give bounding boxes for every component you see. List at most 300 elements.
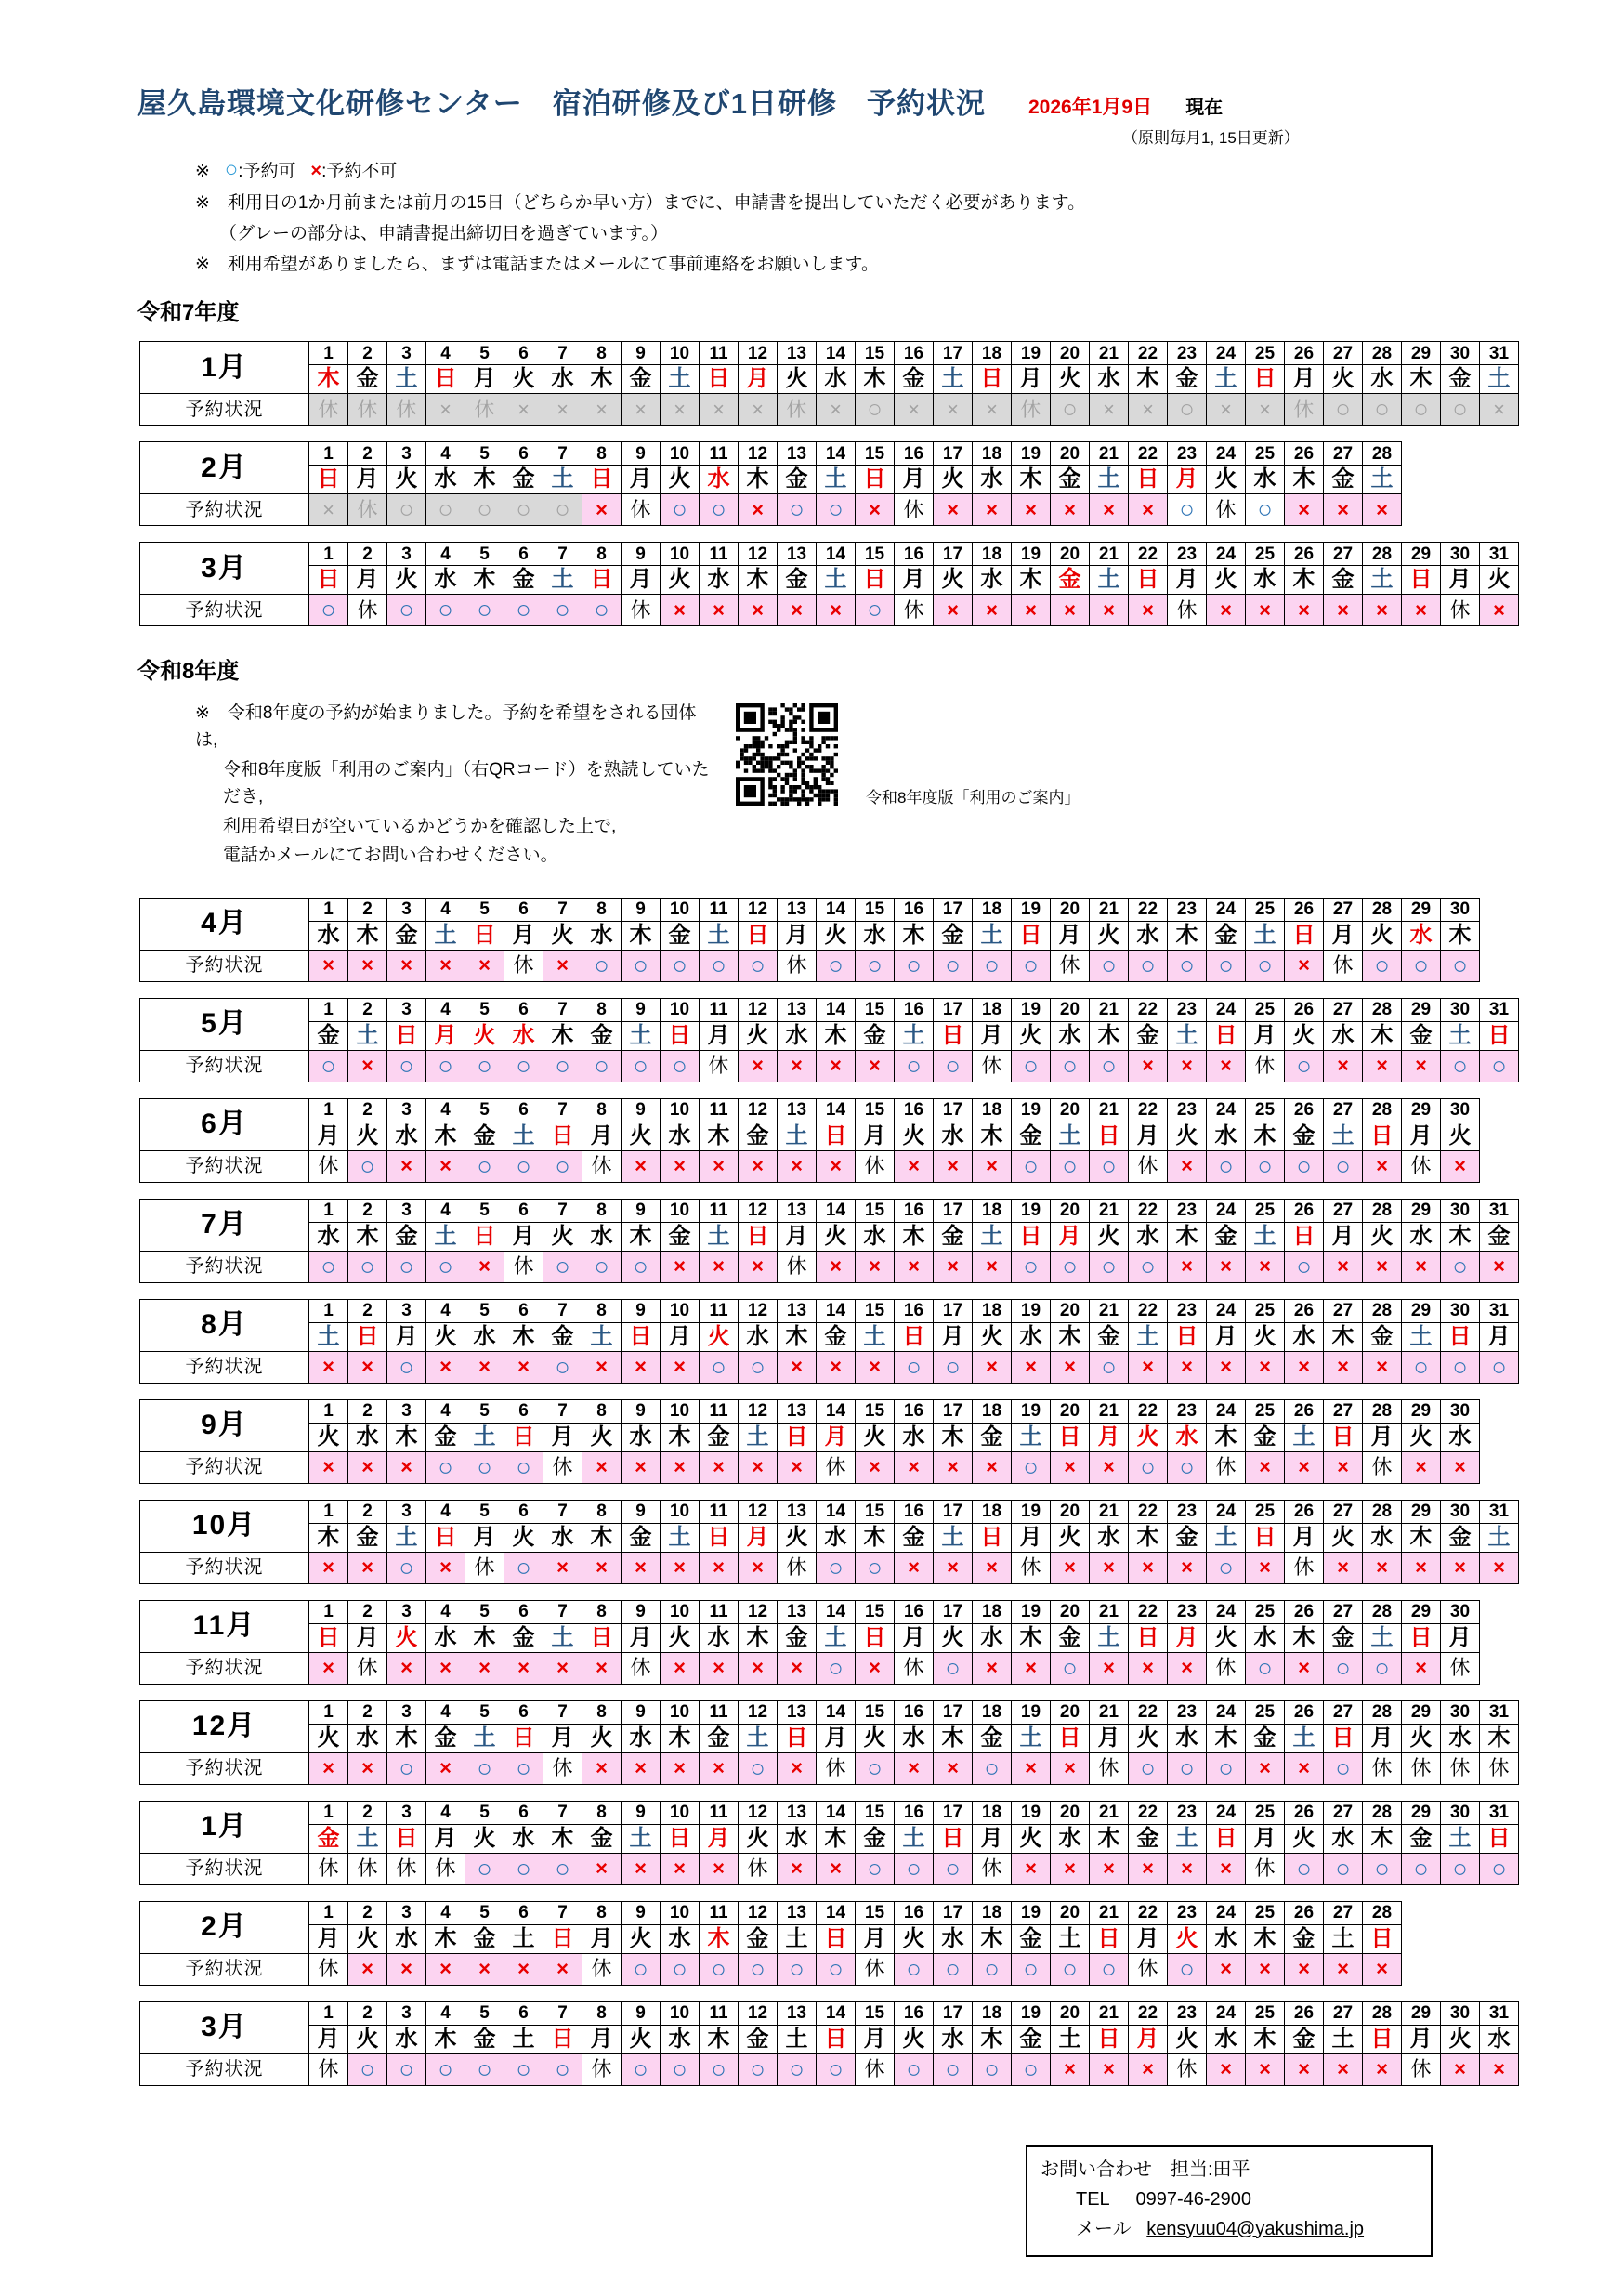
day-number: 17 <box>934 1500 973 1523</box>
status-cell: ○ <box>1051 1050 1090 1082</box>
fy8-note-line: 電話かメールにてお問い合わせください。 <box>223 846 558 866</box>
status-cell: ○ <box>1090 1953 1129 1985</box>
weekday-cell: 金 <box>1324 466 1363 494</box>
day-number: 16 <box>895 1901 934 1924</box>
status-cell: ○ <box>700 950 739 981</box>
weekday-cell: 日 <box>465 1222 504 1251</box>
weekday-cell: 木 <box>895 921 934 950</box>
weekday-cell: 日 <box>1129 1623 1168 1652</box>
status-cell: 休 <box>1441 1652 1480 1684</box>
status-cell: 休 <box>309 394 348 426</box>
day-number: 31 <box>1480 1700 1519 1724</box>
status-cell: × <box>934 1150 973 1182</box>
month-table-2月 <box>139 1901 1402 1986</box>
status-cell: × <box>778 1451 817 1483</box>
day-number: 28 <box>1363 543 1402 566</box>
status-cell: ○ <box>739 1752 778 1784</box>
day-number: 8 <box>582 342 622 365</box>
weekday-cell: 土 <box>1246 921 1285 950</box>
day-number: 13 <box>778 1600 817 1623</box>
month-label: 6月 <box>140 1098 309 1150</box>
day-number: 13 <box>778 1199 817 1222</box>
day-number: 25 <box>1246 1098 1285 1122</box>
status-cell: × <box>348 1451 387 1483</box>
weekday-cell: 日 <box>700 1523 739 1552</box>
day-number: 27 <box>1324 898 1363 921</box>
month-table-10月 <box>139 1500 1519 1584</box>
day-number: 2 <box>348 2001 387 2025</box>
weekday-cell: 木 <box>1168 921 1207 950</box>
day-number: 15 <box>856 1199 895 1222</box>
status-cell: × <box>895 394 934 426</box>
status-cell: 休 <box>778 394 817 426</box>
day-number: 6 <box>504 1199 543 1222</box>
status-cell: × <box>661 1351 700 1383</box>
day-number: 16 <box>895 1399 934 1423</box>
status-cell: × <box>1207 1050 1246 1082</box>
day-number: 25 <box>1246 543 1285 566</box>
weekday-cell: 木 <box>1363 1824 1402 1853</box>
weekday-cell: 金 <box>1246 1724 1285 1752</box>
day-number: 17 <box>934 1098 973 1122</box>
status-cell: 休 <box>1168 2053 1207 2085</box>
day-number: 17 <box>934 1299 973 1322</box>
day-number: 21 <box>1090 2001 1129 2025</box>
weekday-cell: 月 <box>700 1021 739 1050</box>
weekday-cell: 土 <box>1051 1924 1090 1953</box>
status-cell: ○ <box>1441 950 1480 981</box>
weekday-cell: 木 <box>1012 1623 1051 1652</box>
day-number: 1 <box>309 1901 348 1924</box>
day-number: 5 <box>465 1500 504 1523</box>
weekday-cell: 月 <box>543 1423 582 1451</box>
status-cell: × <box>700 1251 739 1282</box>
status-cell: × <box>1129 1853 1168 1884</box>
day-number: 14 <box>817 998 856 1021</box>
day-number: 10 <box>661 898 700 921</box>
weekday-cell: 月 <box>1402 1122 1441 1150</box>
day-number: 8 <box>582 1901 622 1924</box>
day-number: 27 <box>1324 1700 1363 1724</box>
weekday-cell: 月 <box>1129 1122 1168 1150</box>
weekday-cell: 土 <box>348 1824 387 1853</box>
day-number: 13 <box>778 1299 817 1322</box>
weekday-cell: 木 <box>1285 1623 1324 1652</box>
weekday-cell: 木 <box>622 1222 661 1251</box>
weekday-cell: 水 <box>309 921 348 950</box>
status-cell: ○ <box>504 1853 543 1884</box>
status-cell: ○ <box>1402 1351 1441 1383</box>
weekday-cell: 日 <box>778 1423 817 1451</box>
weekday-cell: 金 <box>1246 1423 1285 1451</box>
day-number: 14 <box>817 342 856 365</box>
day-number: 7 <box>543 543 582 566</box>
day-number: 10 <box>661 1801 700 1824</box>
status-cell: × <box>1129 2053 1168 2085</box>
status-cell: 休 <box>543 1451 582 1483</box>
status-cell: ○ <box>895 1953 934 1985</box>
weekday-cell: 月 <box>426 1824 465 1853</box>
status-cell: ○ <box>1480 1351 1519 1383</box>
weekday-cell: 木 <box>543 1021 582 1050</box>
status-cell: 休 <box>582 2053 622 2085</box>
weekday-cell: 金 <box>387 921 426 950</box>
status-cell: × <box>934 595 973 626</box>
day-number: 6 <box>504 1901 543 1924</box>
day-number: 4 <box>426 898 465 921</box>
day-number: 2 <box>348 998 387 1021</box>
day-number: 30 <box>1441 2001 1480 2025</box>
day-number: 30 <box>1441 1500 1480 1523</box>
status-cell: × <box>1363 595 1402 626</box>
weekday-cell: 水 <box>348 1724 387 1752</box>
status-cell: ○ <box>661 1953 700 1985</box>
day-number: 23 <box>1168 1801 1207 1824</box>
day-number: 10 <box>661 442 700 466</box>
weekday-cell: 金 <box>582 1824 622 1853</box>
day-number: 27 <box>1324 1199 1363 1222</box>
day-number: 29 <box>1402 1700 1441 1724</box>
weekday-cell: 木 <box>387 1724 426 1752</box>
status-cell: 休 <box>387 394 426 426</box>
weekday-cell: 水 <box>1207 1924 1246 1953</box>
day-number: 24 <box>1207 1801 1246 1824</box>
day-number: 18 <box>973 898 1012 921</box>
status-cell: ○ <box>1402 1853 1441 1884</box>
mail-value[interactable]: kensyuu04@yakushima.jp <box>1146 2218 1365 2239</box>
day-number: 28 <box>1363 1299 1402 1322</box>
status-cell: ○ <box>426 1251 465 1282</box>
month-label: 9月 <box>140 1399 309 1451</box>
day-number: 11 <box>700 1199 739 1222</box>
day-number: 16 <box>895 998 934 1021</box>
status-cell: × <box>934 494 973 526</box>
weekday-cell: 土 <box>778 1924 817 1953</box>
day-number: 7 <box>543 1199 582 1222</box>
day-number: 14 <box>817 1098 856 1122</box>
status-cell: ○ <box>934 1953 973 1985</box>
weekday-cell: 土 <box>504 1924 543 1953</box>
weekday-cell: 水 <box>387 2025 426 2053</box>
day-number: 19 <box>1012 998 1051 1021</box>
status-cell: ○ <box>1129 950 1168 981</box>
status-cell: ○ <box>1324 1853 1363 1884</box>
day-number: 20 <box>1051 1098 1090 1122</box>
day-number: 18 <box>973 1199 1012 1222</box>
weekday-cell: 火 <box>1012 1021 1051 1050</box>
status-cell: × <box>739 1652 778 1684</box>
weekday-cell: 火 <box>1324 1523 1363 1552</box>
qr-caption: 令和8年度版「利用のご案内」 <box>866 789 1080 807</box>
day-number: 3 <box>387 898 426 921</box>
day-number: 1 <box>309 342 348 365</box>
status-cell: ○ <box>348 1251 387 1282</box>
day-number: 14 <box>817 1801 856 1824</box>
status-cell: ○ <box>817 494 856 526</box>
weekday-cell: 火 <box>1051 1523 1090 1552</box>
month-table-5月 <box>139 998 1519 1082</box>
weekday-cell: 日 <box>426 365 465 394</box>
day-number: 7 <box>543 342 582 365</box>
status-cell: × <box>1207 595 1246 626</box>
day-number: 6 <box>504 998 543 1021</box>
day-number: 27 <box>1324 1801 1363 1824</box>
status-cell: 休 <box>348 394 387 426</box>
weekday-cell: 木 <box>895 1222 934 1251</box>
day-number: 12 <box>739 2001 778 2025</box>
day-number: 11 <box>700 1600 739 1623</box>
day-number: 13 <box>778 998 817 1021</box>
status-cell: × <box>1285 2053 1324 2085</box>
day-number: 16 <box>895 342 934 365</box>
weekday-cell: 日 <box>934 1021 973 1050</box>
status-cell: × <box>1129 1552 1168 1583</box>
day-number: 23 <box>1168 442 1207 466</box>
status-cell: 休 <box>973 1853 1012 1884</box>
weekday-cell: 日 <box>1402 1623 1441 1652</box>
weekday-cell: 火 <box>1051 365 1090 394</box>
weekday-cell: 木 <box>582 365 622 394</box>
status-cell: 休 <box>1090 1752 1129 1784</box>
status-cell: ○ <box>1363 950 1402 981</box>
day-number: 2 <box>348 1098 387 1122</box>
status-cell: × <box>1480 595 1519 626</box>
weekday-cell: 水 <box>348 1423 387 1451</box>
weekday-cell: 木 <box>1129 365 1168 394</box>
day-number: 11 <box>700 998 739 1021</box>
status-cell: ○ <box>1246 1150 1285 1182</box>
weekday-cell: 日 <box>543 2025 582 2053</box>
day-number: 5 <box>465 1901 504 1924</box>
weekday-cell: 木 <box>934 1724 973 1752</box>
status-cell: ○ <box>1090 1351 1129 1383</box>
status-cell: × <box>895 1752 934 1784</box>
day-number: 10 <box>661 1299 700 1322</box>
status-cell: × <box>1207 1251 1246 1282</box>
day-number: 5 <box>465 543 504 566</box>
weekday-cell: 木 <box>387 1423 426 1451</box>
day-number: 7 <box>543 1801 582 1824</box>
weekday-cell: 水 <box>1246 1623 1285 1652</box>
status-cell: ○ <box>1363 1853 1402 1884</box>
weekday-cell: 月 <box>1207 1322 1246 1351</box>
day-number: 2 <box>348 1700 387 1724</box>
day-number: 18 <box>973 1399 1012 1423</box>
status-cell: 休 <box>1051 950 1090 981</box>
weekday-cell: 金 <box>504 566 543 595</box>
day-number: 28 <box>1363 1700 1402 1724</box>
weekday-cell: 月 <box>1246 1824 1285 1853</box>
day-number: 1 <box>309 998 348 1021</box>
day-number: 9 <box>622 543 661 566</box>
day-number: 28 <box>1363 1500 1402 1523</box>
month-label: 1月 <box>140 1801 309 1853</box>
day-number: 4 <box>426 1500 465 1523</box>
weekday-cell: 土 <box>661 365 700 394</box>
weekday-cell: 土 <box>973 1222 1012 1251</box>
day-number: 12 <box>739 1500 778 1523</box>
weekday-cell: 月 <box>348 1623 387 1652</box>
status-cell: ○ <box>973 1953 1012 1985</box>
day-number: 19 <box>1012 1399 1051 1423</box>
weekday-cell: 金 <box>817 1322 856 1351</box>
day-number: 27 <box>1324 543 1363 566</box>
day-number: 26 <box>1285 998 1324 1021</box>
day-number: 29 <box>1402 543 1441 566</box>
day-number: 29 <box>1402 1299 1441 1322</box>
status-cell: 休 <box>1285 394 1324 426</box>
month-table-3月 <box>139 2001 1519 2086</box>
day-number: 18 <box>973 543 1012 566</box>
day-number: 24 <box>1207 1600 1246 1623</box>
weekday-cell: 火 <box>973 1322 1012 1351</box>
month-label: 1月 <box>140 342 309 394</box>
weekday-cell: 日 <box>1129 466 1168 494</box>
weekday-cell: 水 <box>426 566 465 595</box>
month-table-7月 <box>139 1199 1519 1283</box>
weekday-cell: 木 <box>426 1122 465 1150</box>
status-cell: ○ <box>856 595 895 626</box>
day-number: 9 <box>622 1801 661 1824</box>
weekday-cell: 木 <box>1090 1021 1129 1050</box>
status-cell: × <box>973 1150 1012 1182</box>
weekday-cell: 火 <box>1090 921 1129 950</box>
weekday-cell: 水 <box>856 921 895 950</box>
day-number: 19 <box>1012 342 1051 365</box>
weekday-cell: 土 <box>1441 1021 1480 1050</box>
day-number: 4 <box>426 1901 465 1924</box>
status-cell: 休 <box>348 595 387 626</box>
status-cell: ○ <box>1246 1652 1285 1684</box>
status-cell: × <box>426 394 465 426</box>
day-number: 16 <box>895 2001 934 2025</box>
status-cell: ○ <box>465 1150 504 1182</box>
day-number: 27 <box>1324 1098 1363 1122</box>
weekday-cell: 土 <box>504 1122 543 1150</box>
status-cell: ○ <box>387 2053 426 2085</box>
weekday-cell: 木 <box>661 1724 700 1752</box>
weekday-cell: 水 <box>543 365 582 394</box>
status-cell: × <box>700 1451 739 1483</box>
status-cell: × <box>895 1251 934 1282</box>
weekday-cell: 土 <box>387 365 426 394</box>
status-cell: × <box>1090 1451 1129 1483</box>
fiscal-year-7-calendars <box>137 341 1586 626</box>
weekday-cell: 月 <box>661 1322 700 1351</box>
day-number: 11 <box>700 543 739 566</box>
day-number: 22 <box>1129 1399 1168 1423</box>
status-cell: 休 <box>895 595 934 626</box>
weekday-cell: 木 <box>700 1122 739 1150</box>
status-cell: ○ <box>739 950 778 981</box>
status-cell: ○ <box>1129 1251 1168 1282</box>
status-cell: 休 <box>582 1953 622 1985</box>
status-cell: × <box>426 1552 465 1583</box>
day-number: 27 <box>1324 2001 1363 2025</box>
status-cell: × <box>856 1351 895 1383</box>
status-cell: 休 <box>856 1953 895 1985</box>
status-cell: × <box>700 1853 739 1884</box>
day-number: 22 <box>1129 1500 1168 1523</box>
weekday-cell: 日 <box>1363 1924 1402 1953</box>
status-cell: × <box>309 950 348 981</box>
status-cell: × <box>1051 1853 1090 1884</box>
day-number: 30 <box>1441 998 1480 1021</box>
day-number: 22 <box>1129 1801 1168 1824</box>
status-cell: ○ <box>543 494 582 526</box>
day-number: 6 <box>504 1801 543 1824</box>
weekday-cell: 木 <box>1285 466 1324 494</box>
day-number: 28 <box>1363 1199 1402 1222</box>
status-cell: × <box>622 1351 661 1383</box>
weekday-cell: 水 <box>387 1924 426 1953</box>
weekday-cell: 火 <box>387 1623 426 1652</box>
day-number: 28 <box>1363 2001 1402 2025</box>
weekday-cell: 金 <box>1480 1222 1519 1251</box>
status-cell: 休 <box>817 1451 856 1483</box>
weekday-cell: 水 <box>817 1523 856 1552</box>
day-number: 18 <box>973 998 1012 1021</box>
day-number: 31 <box>1480 1199 1519 1222</box>
weekday-cell: 金 <box>622 1523 661 1552</box>
day-number: 3 <box>387 1500 426 1523</box>
day-number: 16 <box>895 1500 934 1523</box>
status-cell: ○ <box>700 2053 739 2085</box>
day-number: 25 <box>1246 1399 1285 1423</box>
weekday-cell: 木 <box>739 466 778 494</box>
weekday-cell: 水 <box>1090 1523 1129 1552</box>
status-cell: ○ <box>856 1853 895 1884</box>
weekday-cell: 火 <box>622 2025 661 2053</box>
weekday-cell: 木 <box>1129 1523 1168 1552</box>
weekday-cell: 水 <box>1129 921 1168 950</box>
weekday-cell: 金 <box>1324 566 1363 595</box>
weekday-cell: 火 <box>387 566 426 595</box>
day-number: 31 <box>1480 342 1519 365</box>
status-cell: ○ <box>504 595 543 626</box>
day-number: 21 <box>1090 1500 1129 1523</box>
weekday-cell: 水 <box>1051 1021 1090 1050</box>
weekday-cell: 火 <box>661 1623 700 1652</box>
day-number: 3 <box>387 998 426 1021</box>
status-cell: × <box>934 1451 973 1483</box>
weekday-cell: 月 <box>856 1924 895 1953</box>
weekday-cell: 土 <box>387 1523 426 1552</box>
day-number: 13 <box>778 2001 817 2025</box>
weekday-cell: 水 <box>661 1924 700 1953</box>
status-cell: ○ <box>504 1752 543 1784</box>
status-cell: × <box>934 1552 973 1583</box>
status-cell: × <box>1363 1150 1402 1182</box>
day-number: 15 <box>856 1299 895 1322</box>
weekday-cell: 金 <box>1324 1623 1363 1652</box>
qr-area <box>732 700 1080 809</box>
weekday-cell: 火 <box>1363 921 1402 950</box>
weekday-cell: 月 <box>739 1523 778 1552</box>
day-number: 4 <box>426 1700 465 1724</box>
weekday-cell: 金 <box>1285 1924 1324 1953</box>
weekday-cell: 水 <box>973 1623 1012 1652</box>
weekday-cell: 火 <box>817 921 856 950</box>
day-number: 24 <box>1207 1500 1246 1523</box>
day-number: 19 <box>1012 1901 1051 1924</box>
status-cell: × <box>1324 595 1363 626</box>
weekday-cell: 火 <box>543 921 582 950</box>
weekday-cell: 水 <box>817 365 856 394</box>
weekday-cell: 火 <box>1285 1824 1324 1853</box>
weekday-cell: 金 <box>1285 1122 1324 1150</box>
day-number: 31 <box>1480 543 1519 566</box>
